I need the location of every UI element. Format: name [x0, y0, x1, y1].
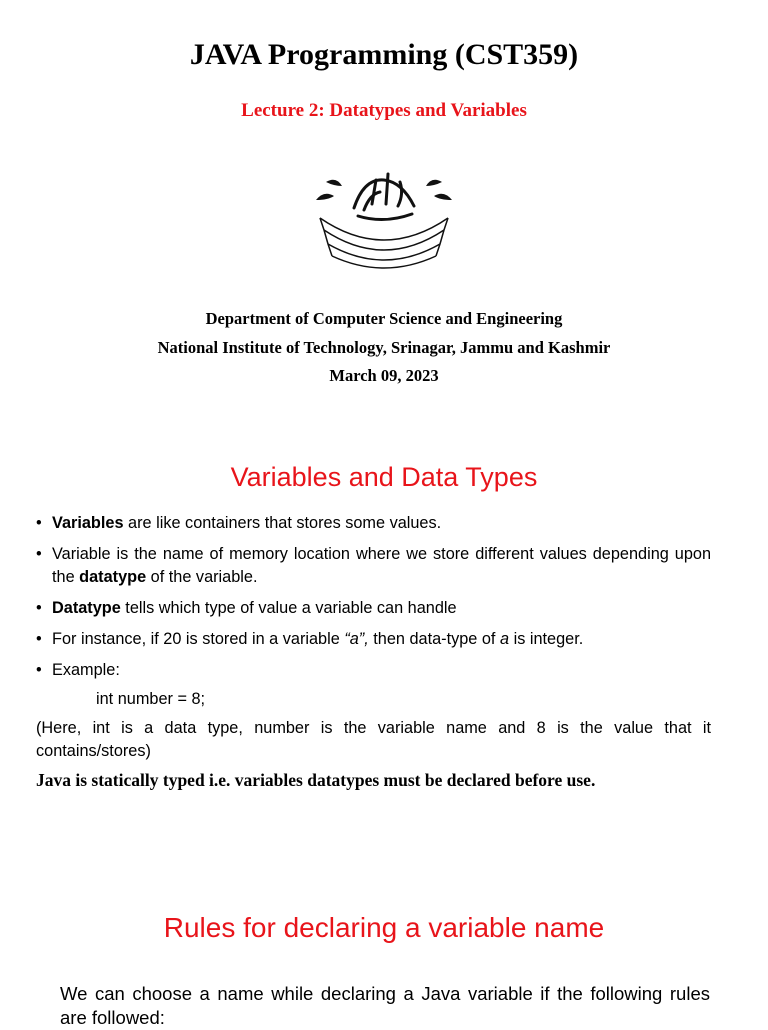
bullet-text: For instance, if 20 is stored in a variable	[52, 630, 345, 648]
bold-term: datatype	[79, 568, 147, 586]
title-slide	[0, 0, 768, 420]
code-example: int number = 8;	[96, 690, 206, 708]
bullet-text: then data-type of	[368, 630, 500, 648]
italic-term: a	[499, 630, 510, 648]
rules-intro: We can choose a name while declaring a Java variable if the following rules are followed:	[60, 983, 710, 1028]
bullet-text: Example:	[52, 661, 120, 679]
bold-term: Datatype	[52, 599, 121, 617]
lecture-date: March 09, 2023	[329, 366, 439, 385]
bullet-text: Variable is the name of memory location where we store different values depending upon the	[52, 545, 711, 586]
static-typing-note: Java is statically typed i.e. variables datatypes must be declared before use.	[36, 770, 596, 790]
course-title: JAVA Programming (CST359)	[189, 38, 579, 71]
bullet-item	[36, 628, 711, 651]
bullet-text: is integer.	[509, 630, 584, 648]
department-name: Department of Computer Science and Engineering	[205, 309, 563, 328]
institution-block	[0, 305, 768, 391]
slide-heading: Rules for declaring a variable name	[163, 912, 605, 943]
bullet-text: are like containers that stores some values.	[123, 514, 442, 532]
bullet-item	[36, 512, 711, 535]
italic-term: “a”,	[344, 630, 369, 648]
example-note: (Here, int is a data type, number is the variable name and 8 is the value that it contains/stores)	[36, 719, 711, 760]
bullet-item	[36, 597, 711, 620]
rules-slide	[0, 872, 768, 1028]
slide-heading: Variables and Data Types	[230, 462, 538, 492]
bullet-item	[36, 659, 711, 682]
bullet-list	[36, 512, 711, 792]
lecture-subtitle: Lecture 2: Datatypes and Variables	[241, 100, 527, 121]
institute-name: National Institute of Technology, Srinagar, Jammu and Kashmir	[157, 337, 611, 357]
bullet-item	[36, 543, 711, 589]
variables-slide	[0, 436, 768, 856]
bold-term: Variables	[52, 514, 124, 532]
institute-logo	[306, 160, 462, 274]
bullet-text: of the variable.	[146, 568, 258, 586]
bullet-text: tells which type of value a variable can handle	[120, 599, 457, 617]
